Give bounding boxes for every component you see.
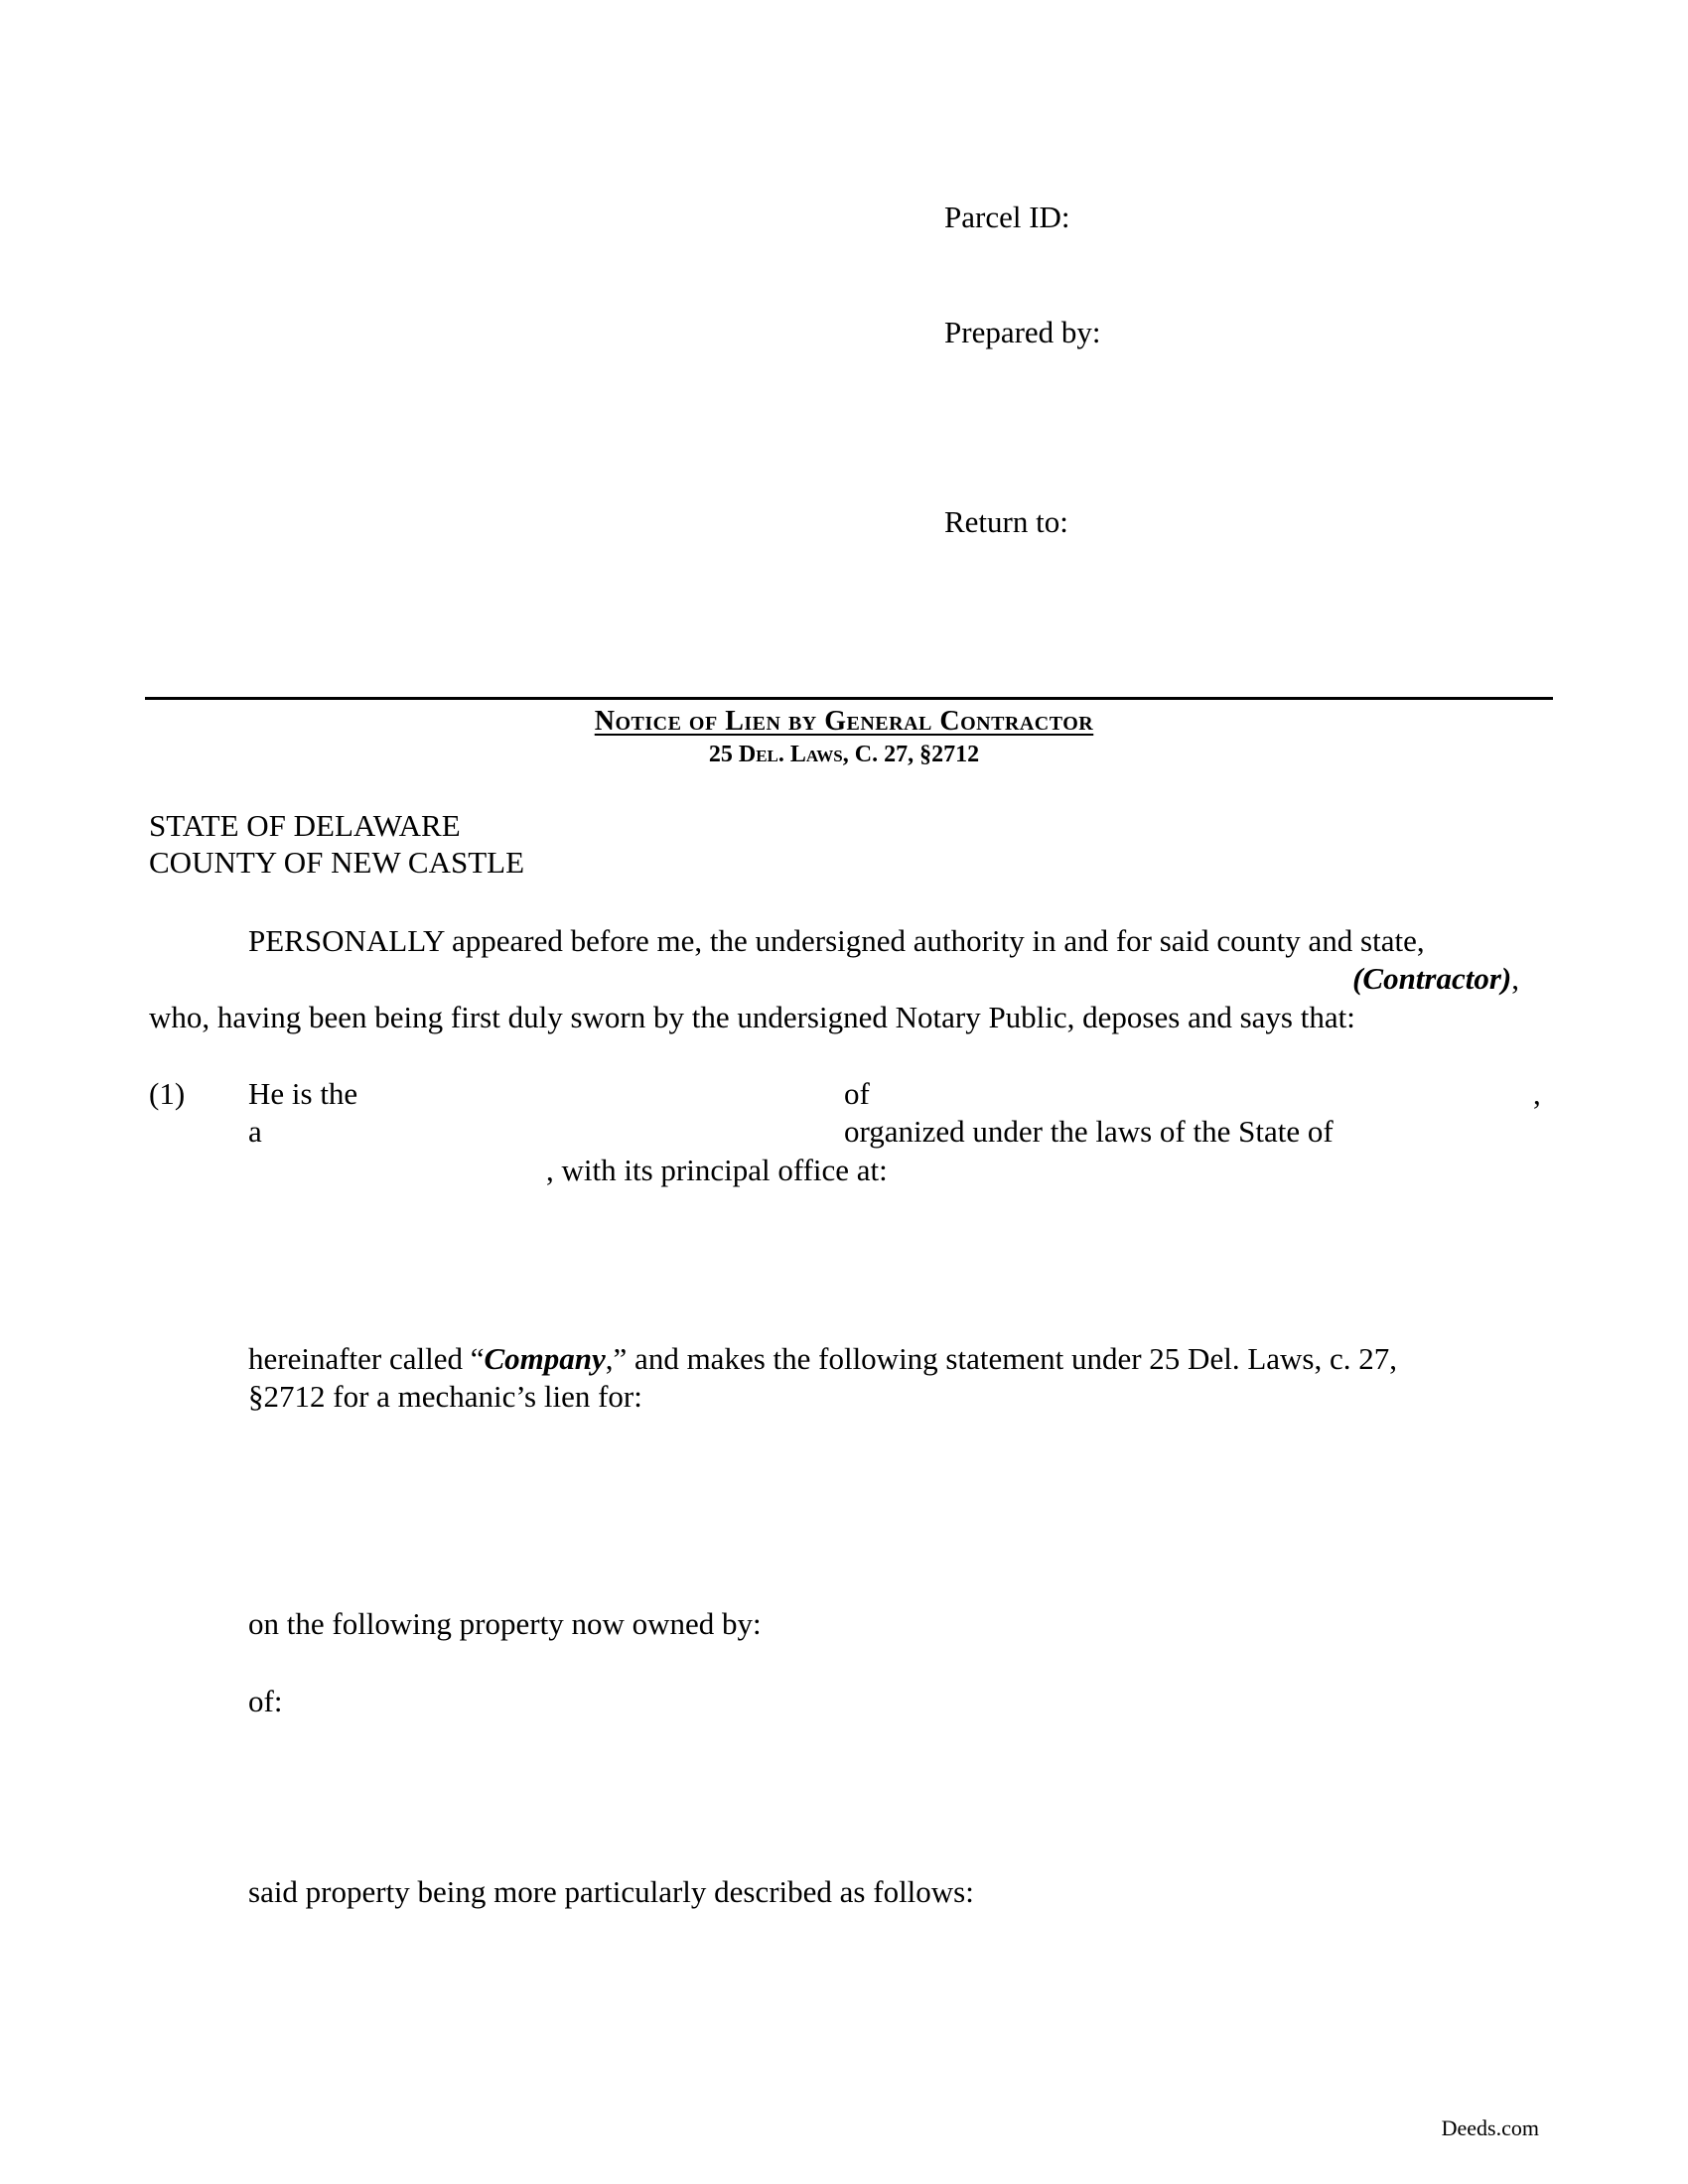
property-of: of: bbox=[248, 1684, 283, 1718]
return-to-label: Return to: bbox=[944, 504, 1068, 539]
parcel-id-label: Parcel ID: bbox=[944, 200, 1070, 234]
item-a: a bbox=[248, 1114, 262, 1149]
item-of: of bbox=[844, 1076, 870, 1111]
contractor-line bbox=[1352, 960, 1519, 998]
company-name: Company bbox=[484, 1341, 606, 1376]
intro-line-1: PERSONALLY appeared before me, the undersigned authority in and for said county and state, bbox=[248, 923, 1425, 958]
company-line-2: §2712 for a mechanic’s lien for: bbox=[248, 1379, 642, 1414]
property-described: said property being more particularly described as follows: bbox=[248, 1874, 974, 1909]
company-line-1 bbox=[248, 1340, 1397, 1378]
prepared-by-label: Prepared by: bbox=[944, 315, 1101, 349]
item-organized: organized under the laws of the State of bbox=[844, 1114, 1334, 1149]
contractor-label: (Contractor) bbox=[1352, 961, 1512, 996]
venue-state: STATE OF DELAWARE bbox=[149, 808, 461, 843]
header-divider bbox=[145, 697, 1553, 700]
venue-county: COUNTY OF NEW CASTLE bbox=[149, 845, 525, 880]
footer-brand: Deeds.com bbox=[1441, 2116, 1539, 2140]
document-title-text: Notice of Lien by General Contractor bbox=[594, 706, 1094, 737]
item-number: (1) bbox=[149, 1076, 186, 1111]
document-citation: 25 Del. Laws, C. 27, §2712 bbox=[708, 742, 980, 767]
company-pre: hereinafter called “ bbox=[248, 1341, 485, 1376]
document-title bbox=[0, 705, 1688, 739]
company-post: ,” and makes the following statement under 25 Del. Laws, c. 27, bbox=[605, 1341, 1397, 1376]
item-he-is-the: He is the bbox=[248, 1076, 358, 1111]
contractor-comma: , bbox=[1511, 961, 1519, 996]
intro-line-3: who, having been being first duly sworn by the undersigned Notary Public, deposes and says that: bbox=[149, 1000, 1355, 1034]
item-principal-office: , with its principal office at: bbox=[546, 1153, 888, 1187]
item-comma: , bbox=[1533, 1076, 1541, 1111]
property-owned-by: on the following property now owned by: bbox=[248, 1606, 762, 1641]
